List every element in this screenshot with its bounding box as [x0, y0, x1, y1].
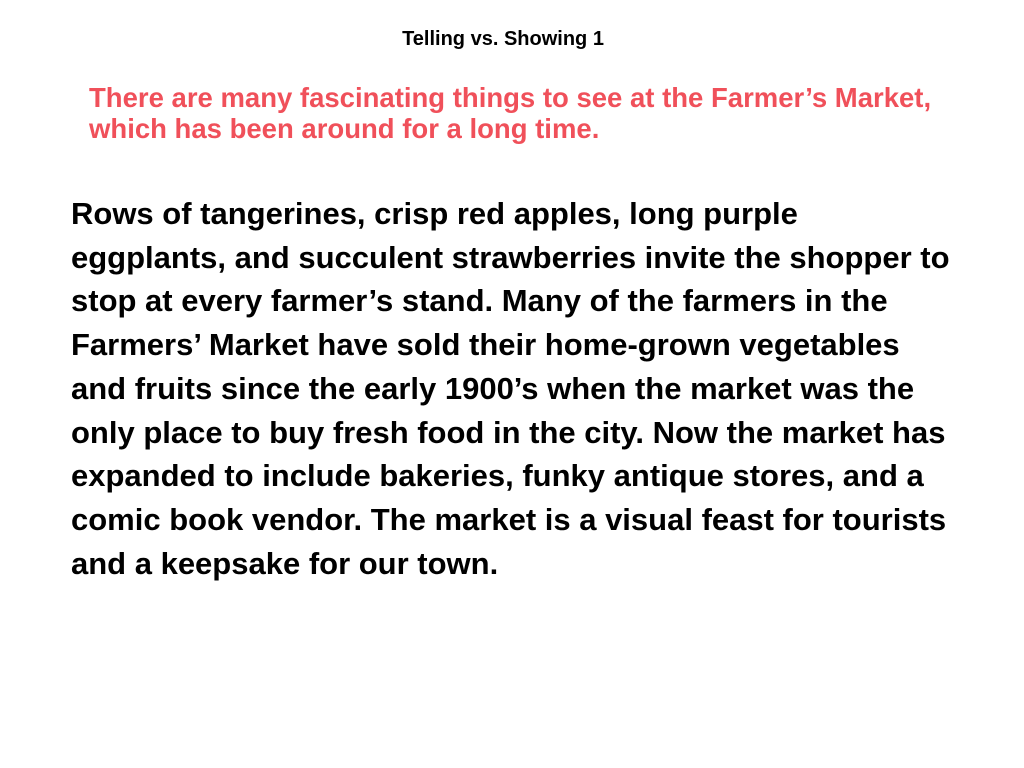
telling-sentence: There are many fascinating things to see at the Farmer’s Market, which has been around for a long time. [89, 82, 932, 144]
slide-title: Telling vs. Showing 1 [402, 28, 604, 50]
showing-paragraph: Rows of tangerines, crisp red apples, long purple eggplants, and succulent strawberries invite the shopper to stop at every farmer’s stand. Many of the farmers in the Farmers’ Market have sold their home-grown vegetables and fruits since the early 1900’s when the market was the only place to buy fresh food in the city. Now the market has expanded to include bakeries, funky antique stores, and a comic book vendor. The market is a visual feast for tourists and a keepsake for our town. [71, 196, 950, 581]
